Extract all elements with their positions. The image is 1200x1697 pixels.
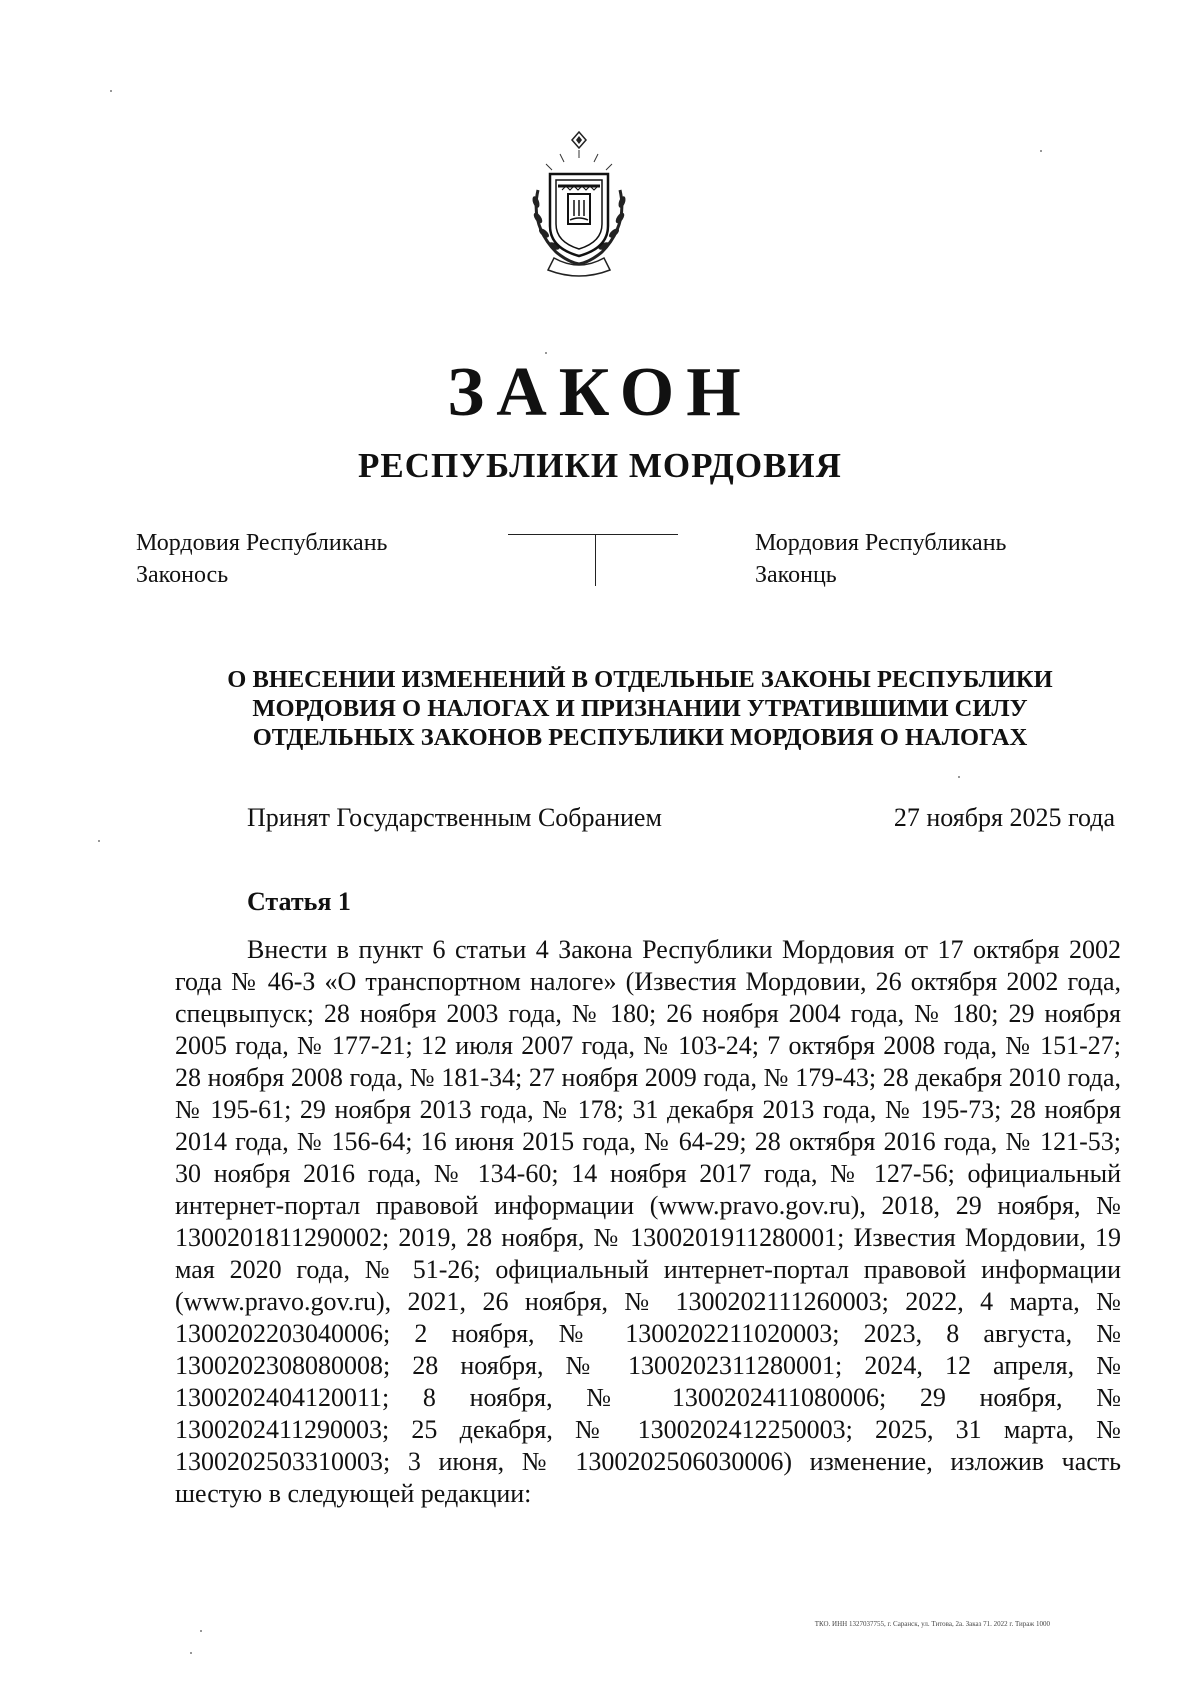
scan-speck bbox=[545, 352, 547, 354]
law-subtitle: РЕСПУБЛИКИ МОРДОВИЯ bbox=[358, 446, 842, 485]
scan-speck bbox=[200, 1630, 202, 1632]
erzya-title-right bbox=[755, 527, 1006, 591]
erzya-left-line1: Мордовия Республикань bbox=[136, 530, 388, 556]
printing-imprint: ТКО. ИНН 1327037755, г. Саранск, ул. Титова, 2а. Заказ 71. 2022 г. Тираж 1000 bbox=[814, 1620, 1050, 1628]
article-1-body: Внести в пункт 6 статьи 4 Закона Республики Мордовия от 17 октября 2002 года № 46-З «О транспортном налоге» (Известия Мордовии, 26 октября 2002 года, спецвыпуск; 28 ноября 2003 года, № 180; 26 ноября 2004 года, № 180; 29 ноября 2005 года, № 177-21; 12 июля 2007 года, № 103-24; 7 октября 2008 года, № 151-27; 28 ноября 2008 года, № 181-34; 27 ноября 2009 года, № 179-43; 28 декабря 2010 года, № 195-61; 29 ноября 2013 года, № 178; 31 декабря 2013 года, № 195-73; 28 ноября 2014 года, № 156-64; 16 июня 2015 года, № 64-29; 28 октября 2016 года, № 121-53; 30 ноября 2016 года, № 134-60; 14 ноября 2017 года, № 127-56; официальный интернет-портал правовой информации (www.pravo.gov.ru), 2018, 29 ноября, № 1300201811290002; 2019, 28 ноября, № 1300201911280001; Известия Мордовии, 19 мая 2020 года, № 51-26; официальный интернет-портал правовой информации (www.pravo.gov.ru), 2021, 26 ноября, № 1300202111260003; 2022, 4 марта, № 1300202203040006; 2 ноября, № 1300202211020003; 2023, 8 августа, № 1300202308080008; 28 ноября, № 1300202311280001; 2024, 12 апреля, № 1300202404120011; 8 ноября, № 1300202411080006; 29 ноября, № 1300202411290003; 25 декабря, № 1300202412250003; 2025, 31 марта, № 1300202503310003; 3 июня, № 1300202506030006) изменение, изложив часть шестую в следующей редакции: bbox=[175, 935, 1121, 1508]
erzya-left-line2: Законось bbox=[136, 562, 229, 588]
coat-of-arms-of-mordovia-icon bbox=[520, 130, 638, 282]
scan-speck bbox=[190, 1652, 192, 1654]
law-title: ЗАКОН bbox=[447, 354, 753, 431]
adopted-by: Принят Государственным Собранием bbox=[247, 803, 662, 832]
document-heading-line1: О ВНЕСЕНИИ ИЗМЕНЕНИЙ В ОТДЕЛЬНЫЕ ЗАКОНЫ РЕСПУБЛИКИ bbox=[227, 666, 1053, 693]
registration-number-line bbox=[508, 534, 678, 535]
scan-speck bbox=[110, 90, 112, 92]
erzya-right-line1: Мордовия Республикань bbox=[755, 530, 1007, 556]
document-heading bbox=[200, 665, 1080, 752]
adopted-date: 27 ноября 2025 года bbox=[893, 803, 1115, 832]
scan-speck bbox=[1040, 150, 1042, 152]
erzya-right-line2: Законць bbox=[755, 562, 837, 588]
registration-number-divider bbox=[595, 534, 596, 586]
article-1-title: Статья 1 bbox=[247, 887, 351, 916]
scan-speck bbox=[98, 840, 100, 842]
coat-of-arms-emblem bbox=[520, 130, 638, 282]
document-heading-line3: ОТДЕЛЬНЫХ ЗАКОНОВ РЕСПУБЛИКИ МОРДОВИЯ О НАЛОГАХ bbox=[252, 724, 1028, 751]
scan-speck bbox=[958, 776, 960, 778]
document-heading-line2: МОРДОВИЯ О НАЛОГАХ И ПРИЗНАНИИ УТРАТИВШИМИ СИЛУ bbox=[252, 695, 1028, 722]
erzya-title-left bbox=[136, 527, 387, 591]
